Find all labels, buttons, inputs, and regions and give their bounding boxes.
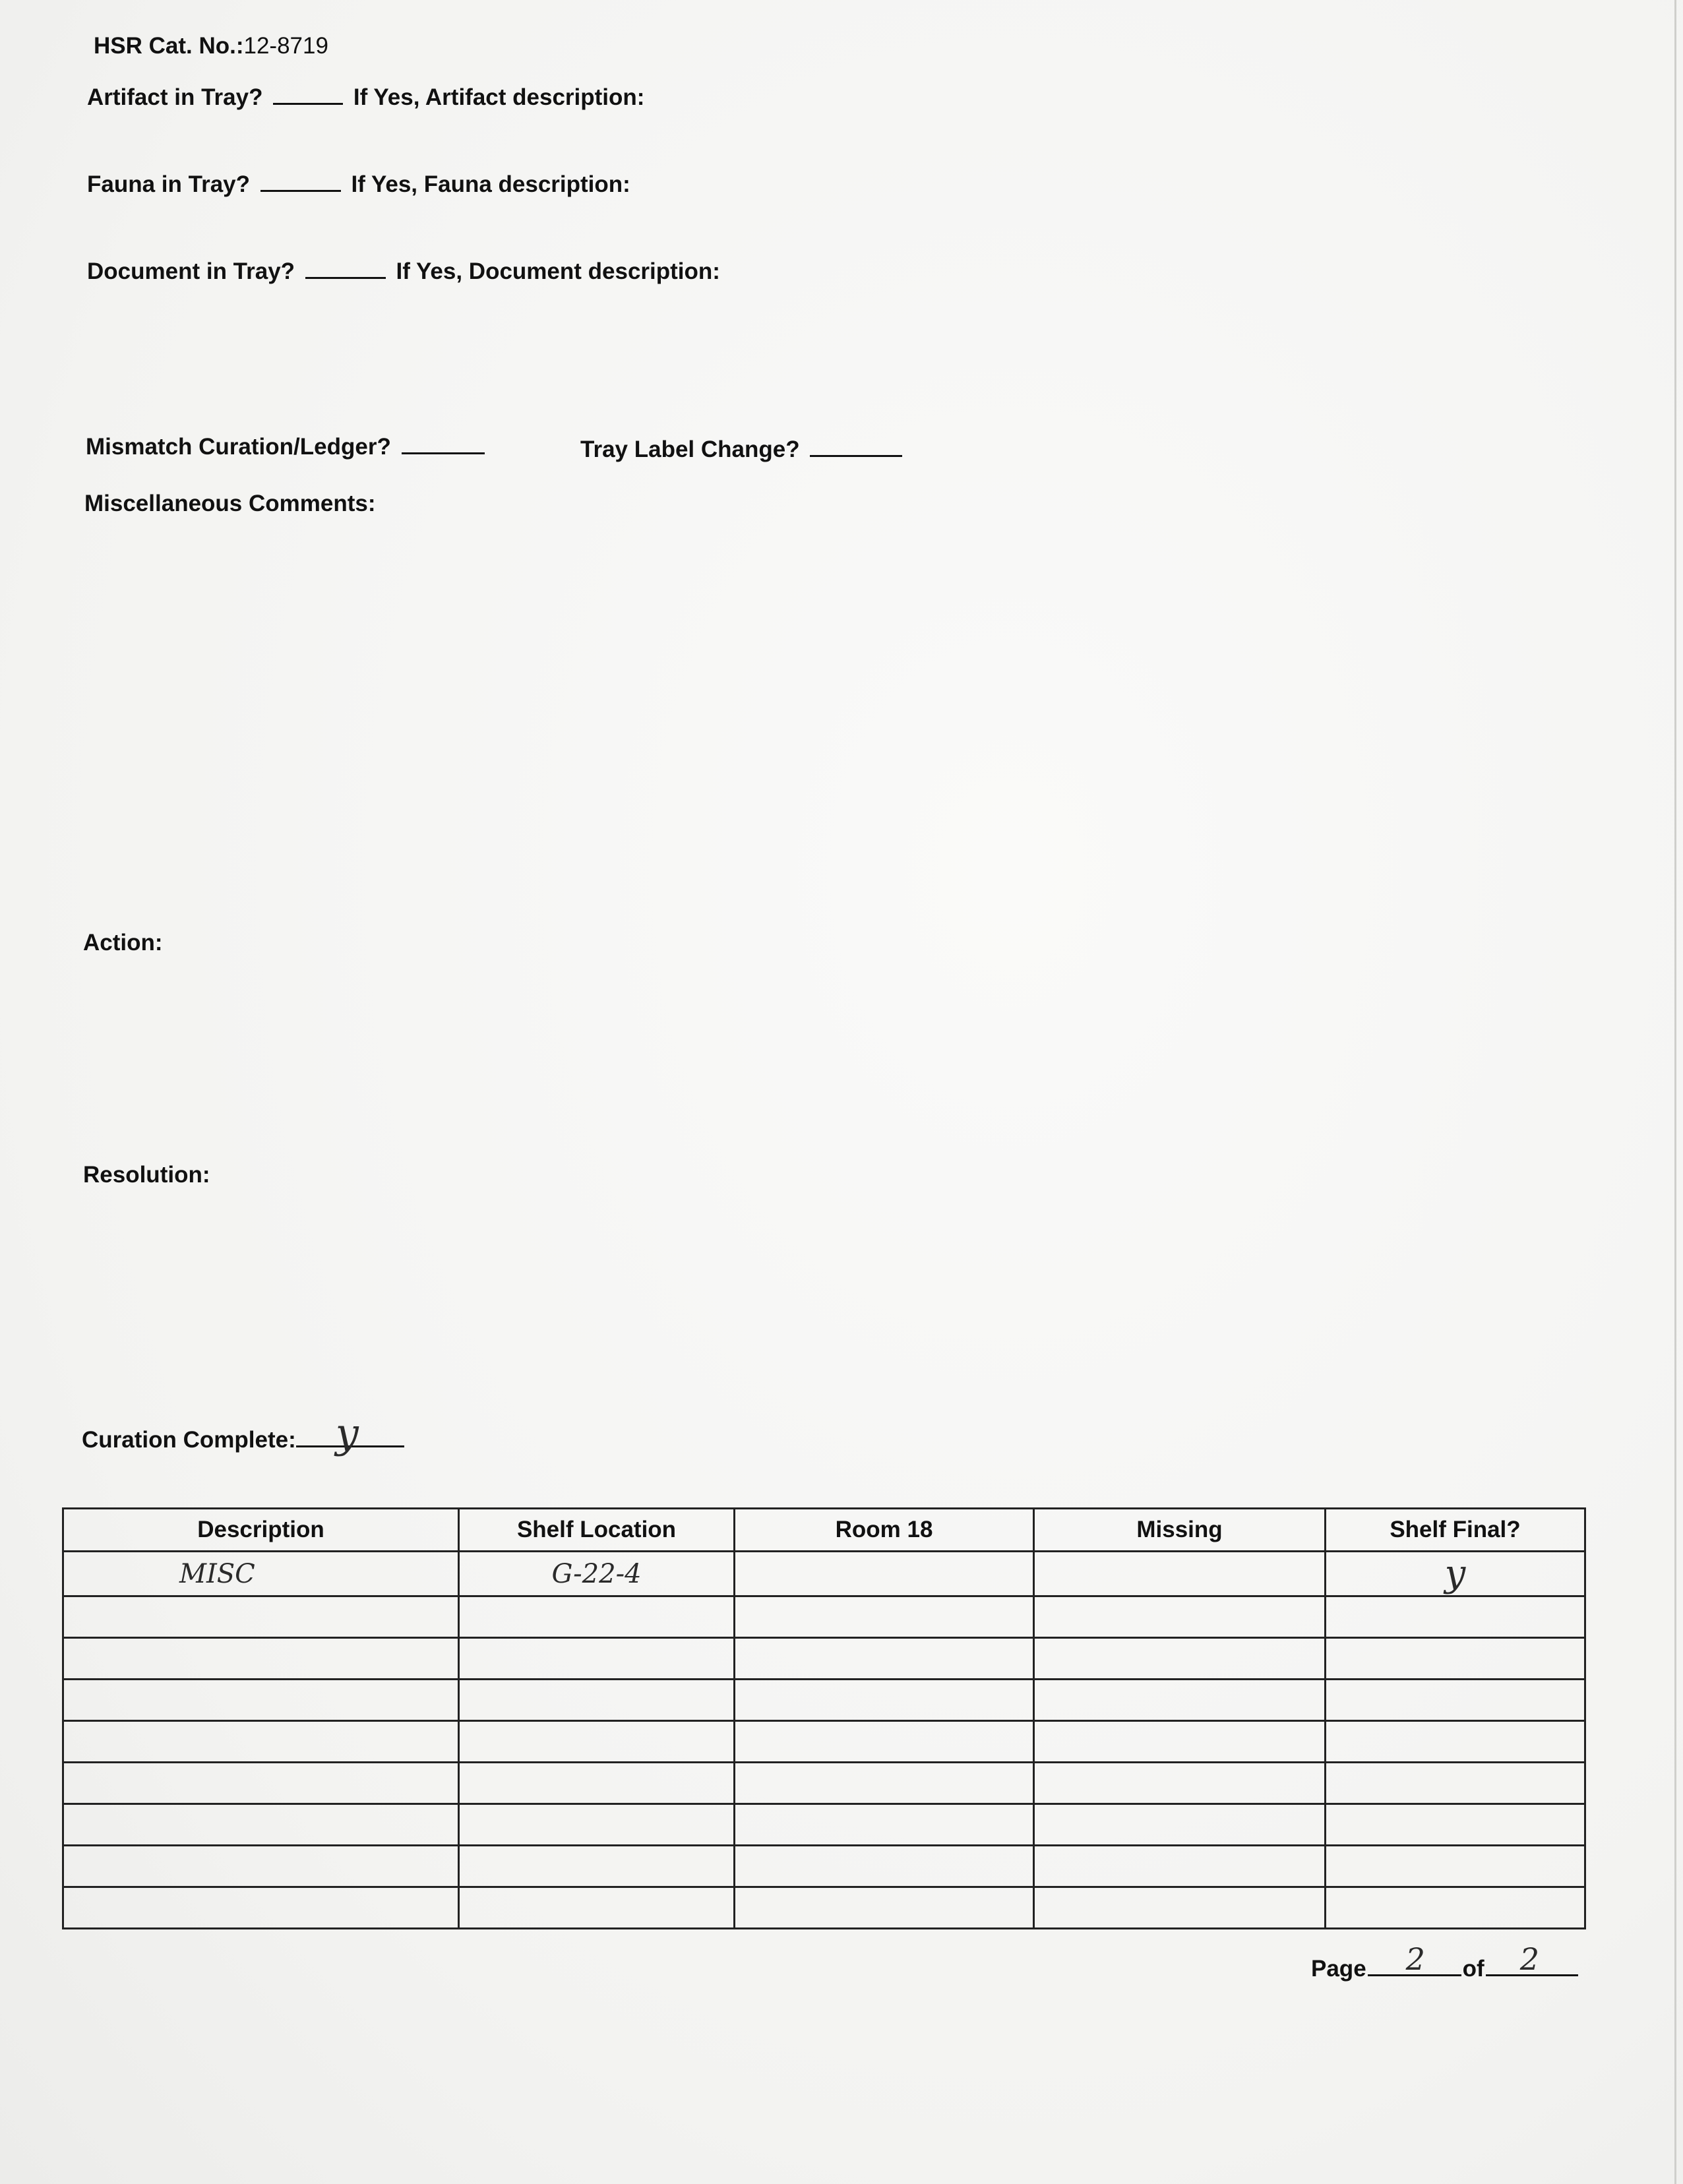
document-line <box>87 257 720 285</box>
cat-number-value: 12-8719 <box>243 33 328 59</box>
page-blank[interactable] <box>1368 1941 1461 1977</box>
cell-room-18[interactable] <box>735 1638 1034 1680</box>
cell-shelf-location[interactable] <box>459 1638 735 1680</box>
action-label: Action: <box>83 930 163 956</box>
cell-room-18[interactable] <box>735 1846 1034 1887</box>
cell-room-18[interactable] <box>735 1552 1034 1596</box>
artifact-blank[interactable] <box>273 83 343 105</box>
inventory-table <box>62 1507 1586 1929</box>
cell-missing[interactable] <box>1034 1596 1326 1638</box>
cell-missing[interactable] <box>1034 1638 1326 1680</box>
page-number-line <box>1311 1941 1579 1982</box>
cell-shelf-location[interactable]: G-22-4 <box>459 1552 735 1596</box>
cell-room-18[interactable] <box>735 1721 1034 1763</box>
tray-label-change-blank[interactable] <box>810 435 902 457</box>
table-row <box>63 1887 1585 1929</box>
table-row <box>63 1680 1585 1721</box>
cell-missing[interactable] <box>1034 1887 1326 1929</box>
cat-number-line <box>94 33 328 59</box>
document-label: Document in Tray? <box>87 258 295 284</box>
cell-shelf-final[interactable] <box>1326 1846 1585 1887</box>
mismatch-label: Mismatch Curation/Ledger? <box>86 434 391 460</box>
cell-description[interactable]: MISC <box>63 1552 459 1596</box>
cell-description[interactable] <box>63 1887 459 1929</box>
cell-room-18[interactable] <box>735 1804 1034 1846</box>
header-description: Description <box>63 1509 459 1552</box>
cell-room-18[interactable] <box>735 1596 1034 1638</box>
header-room-18: Room 18 <box>735 1509 1034 1552</box>
cell-description[interactable] <box>63 1680 459 1721</box>
artifact-line <box>87 83 644 111</box>
cell-shelf-final[interactable]: y <box>1326 1552 1585 1596</box>
curation-complete-value: y <box>335 1409 359 1457</box>
curation-complete-label: Curation Complete: <box>82 1427 296 1453</box>
cell-shelf-final[interactable] <box>1326 1638 1585 1680</box>
cell-description[interactable] <box>63 1804 459 1846</box>
of-label: of <box>1462 1956 1484 1982</box>
artifact-desc-label: If Yes, Artifact description: <box>353 84 645 110</box>
cell-missing[interactable] <box>1034 1680 1326 1721</box>
table-row <box>63 1763 1585 1804</box>
page-value: 2 <box>1405 1941 1425 1977</box>
cell-missing[interactable] <box>1034 1804 1326 1846</box>
table-row <box>63 1552 1585 1596</box>
resolution-label: Resolution: <box>83 1162 210 1188</box>
table-row <box>63 1846 1585 1887</box>
cell-shelf-final[interactable] <box>1326 1804 1585 1846</box>
cell-missing[interactable] <box>1034 1721 1326 1763</box>
page-edge <box>1674 0 1676 2184</box>
curation-complete-line <box>82 1409 408 1457</box>
header-shelf-final: Shelf Final? <box>1326 1509 1585 1552</box>
cell-description[interactable] <box>63 1846 459 1887</box>
cell-shelf-final[interactable] <box>1326 1763 1585 1804</box>
cell-missing[interactable] <box>1034 1552 1326 1596</box>
cell-shelf-location[interactable] <box>459 1680 735 1721</box>
mismatch-blank[interactable] <box>402 433 485 454</box>
cell-description[interactable] <box>63 1763 459 1804</box>
page-label: Page <box>1311 1956 1366 1982</box>
cell-shelf-location[interactable] <box>459 1846 735 1887</box>
cell-description[interactable] <box>63 1638 459 1680</box>
tray-label-change-line <box>580 435 906 463</box>
fauna-blank[interactable] <box>260 170 341 192</box>
cat-number-label: HSR Cat. No.: <box>94 33 244 59</box>
curation-complete-blank[interactable] <box>296 1409 404 1457</box>
mismatch-line <box>86 433 489 460</box>
cell-shelf-location[interactable] <box>459 1763 735 1804</box>
cell-description[interactable] <box>63 1721 459 1763</box>
cell-room-18[interactable] <box>735 1680 1034 1721</box>
document-blank[interactable] <box>305 257 386 279</box>
cell-missing[interactable] <box>1034 1763 1326 1804</box>
table-row <box>63 1804 1585 1846</box>
cell-shelf-location[interactable] <box>459 1804 735 1846</box>
cell-shelf-location[interactable] <box>459 1887 735 1929</box>
cell-shelf-final[interactable] <box>1326 1887 1585 1929</box>
cell-room-18[interactable] <box>735 1887 1034 1929</box>
table-header-row <box>63 1509 1585 1552</box>
cell-room-18[interactable] <box>735 1763 1034 1804</box>
fauna-desc-label: If Yes, Fauna description: <box>351 171 630 197</box>
cell-shelf-location[interactable] <box>459 1596 735 1638</box>
of-blank[interactable] <box>1486 1941 1578 1977</box>
fauna-line <box>87 170 630 198</box>
document-desc-label: If Yes, Document description: <box>396 258 720 284</box>
tray-label-change-label: Tray Label Change? <box>580 437 800 462</box>
cell-shelf-location[interactable] <box>459 1721 735 1763</box>
table-row <box>63 1638 1585 1680</box>
table-row <box>63 1596 1585 1638</box>
cell-shelf-final[interactable] <box>1326 1596 1585 1638</box>
cell-shelf-final[interactable] <box>1326 1721 1585 1763</box>
table-row <box>63 1721 1585 1763</box>
header-missing: Missing <box>1034 1509 1326 1552</box>
fauna-label: Fauna in Tray? <box>87 171 250 197</box>
cell-description[interactable] <box>63 1596 459 1638</box>
misc-comments-label: Miscellaneous Comments: <box>84 491 376 516</box>
of-value: 2 <box>1519 1941 1539 1977</box>
header-shelf-location: Shelf Location <box>459 1509 735 1552</box>
artifact-label: Artifact in Tray? <box>87 84 263 110</box>
cell-missing[interactable] <box>1034 1846 1326 1887</box>
cell-shelf-final[interactable] <box>1326 1680 1585 1721</box>
